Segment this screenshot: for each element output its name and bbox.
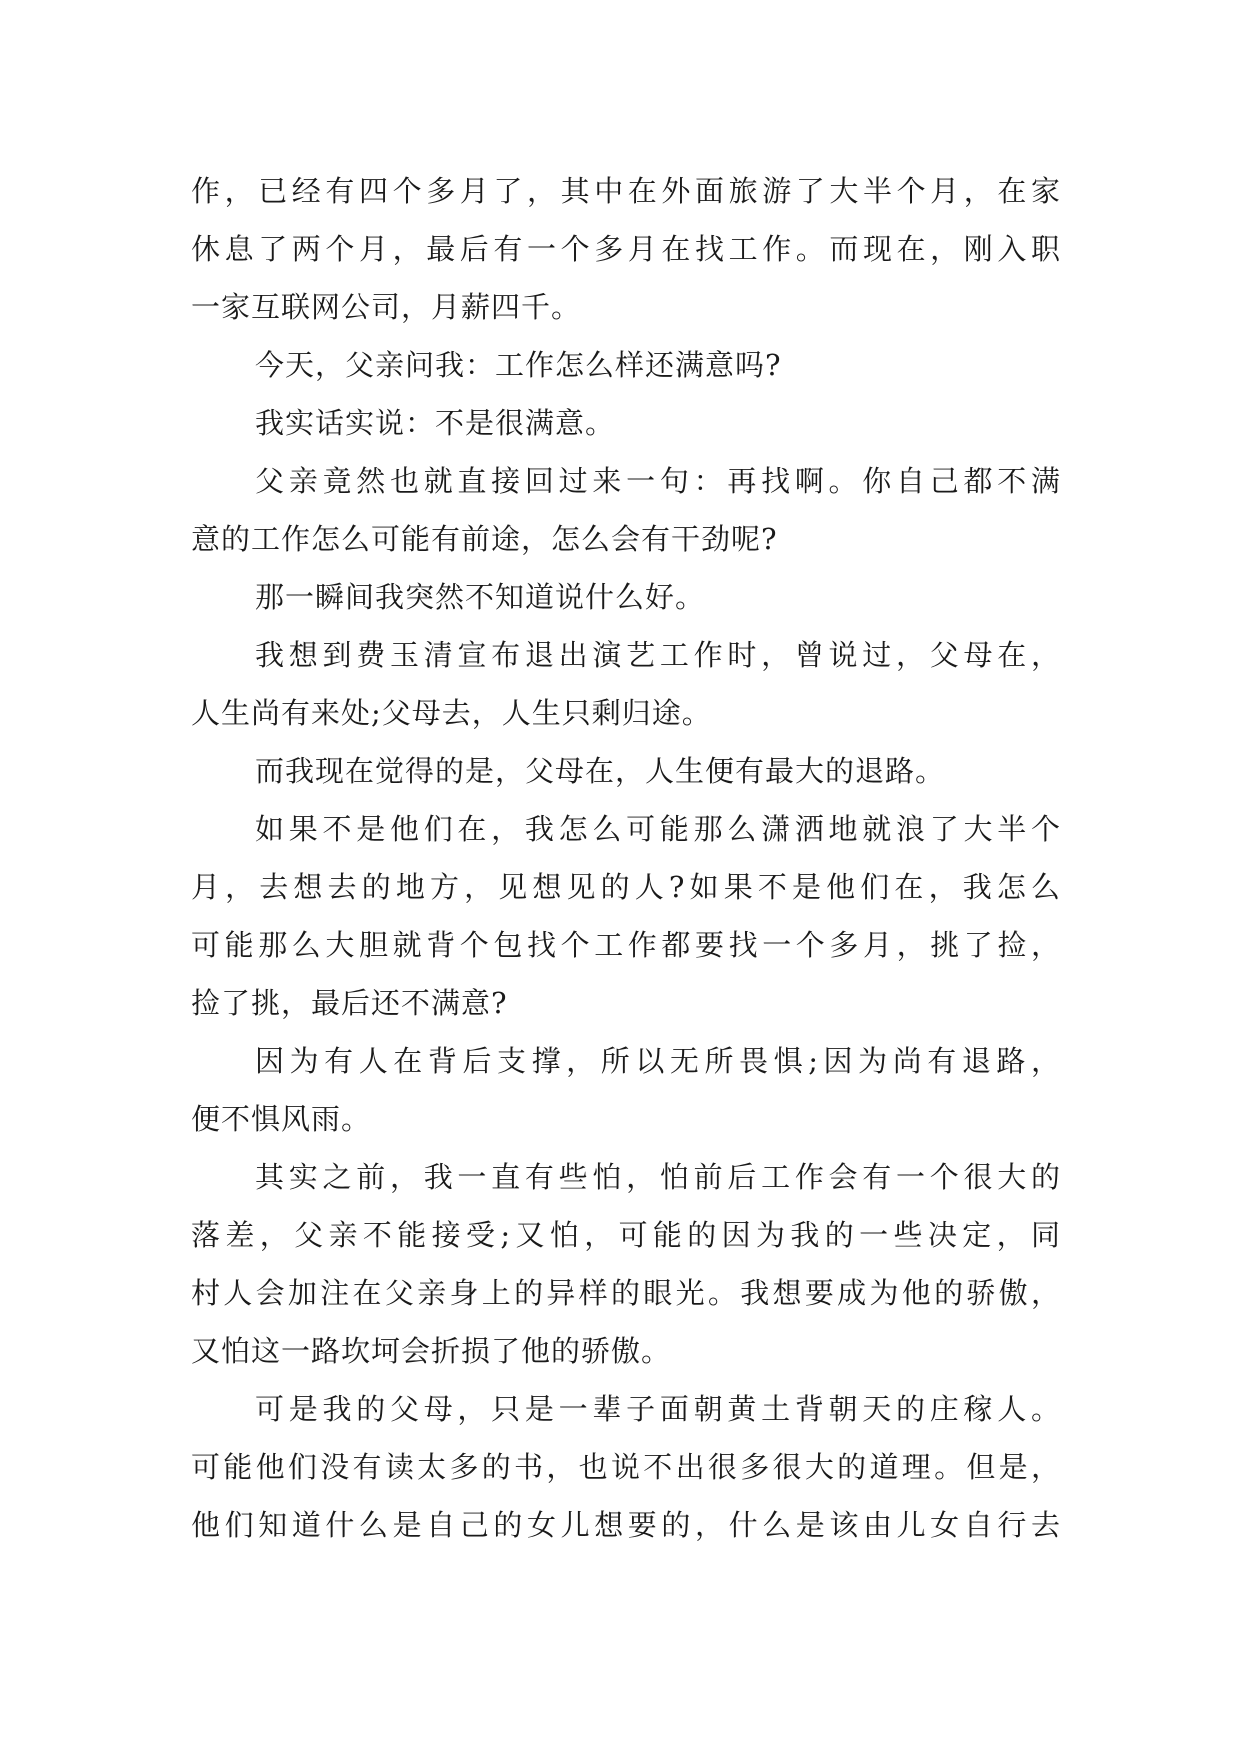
text-line: 父亲竟然也就直接回过来一句：再找啊。你自己都不满: [255, 464, 1061, 498]
text-line: 村人会加注在父亲身上的异样的眼光。我想要成为他的骄傲，: [191, 1276, 1061, 1310]
text-line: 休息了两个月，最后有一个多月在找工作。而现在，刚入职: [191, 232, 1061, 266]
text-line: 因为有人在背后支撑，所以无所畏惧;因为尚有退路，: [255, 1044, 1061, 1078]
text-line: 便不惧风雨。: [191, 1102, 372, 1136]
text-line: 意的工作怎么可能有前途，怎么会有干劲呢?: [191, 522, 778, 556]
text-line: 可能他们没有读太多的书，也说不出很多很大的道理。但是，: [191, 1450, 1061, 1484]
text-line: 捡了挑，最后还不满意?: [191, 986, 508, 1020]
body-text: [191, 162, 1061, 1554]
text-line: 而我现在觉得的是，父母在，人生便有最大的退路。: [255, 754, 946, 788]
text-line: 那一瞬间我突然不知道说什么好。: [255, 580, 706, 614]
text-line: 他们知道什么是自己的女儿想要的，什么是该由儿女自行去: [191, 1508, 1061, 1542]
text-line: 又怕这一路坎坷会折损了他的骄傲。: [191, 1334, 672, 1368]
text-line: 如果不是他们在，我怎么可能那么潇洒地就浪了大半个: [255, 812, 1061, 846]
text-line: 我想到费玉清宣布退出演艺工作时，曾说过，父母在，: [255, 638, 1061, 672]
text-line: 我实话实说：不是很满意。: [255, 406, 616, 440]
text-line: 今天，父亲问我：工作怎么样还满意吗?: [255, 348, 782, 382]
text-line: 可是我的父母，只是一辈子面朝黄土背朝天的庄稼人。: [255, 1392, 1061, 1426]
text-line: 可能那么大胆就背个包找个工作都要找一个多月，挑了捡，: [191, 928, 1061, 962]
text-line: 人生尚有来处;父母去，人生只剩归途。: [191, 696, 712, 730]
text-line: 作，已经有四个多月了，其中在外面旅游了大半个月，在家: [191, 174, 1061, 208]
text-line: 落差，父亲不能接受;又怕，可能的因为我的一些决定，同: [191, 1218, 1061, 1252]
text-line: 一家互联网公司，月薪四千。: [191, 290, 582, 324]
text-line: 其实之前，我一直有些怕，怕前后工作会有一个很大的: [255, 1160, 1061, 1194]
text-line: 月，去想去的地方，见想见的人?如果不是他们在，我怎么: [191, 870, 1061, 904]
